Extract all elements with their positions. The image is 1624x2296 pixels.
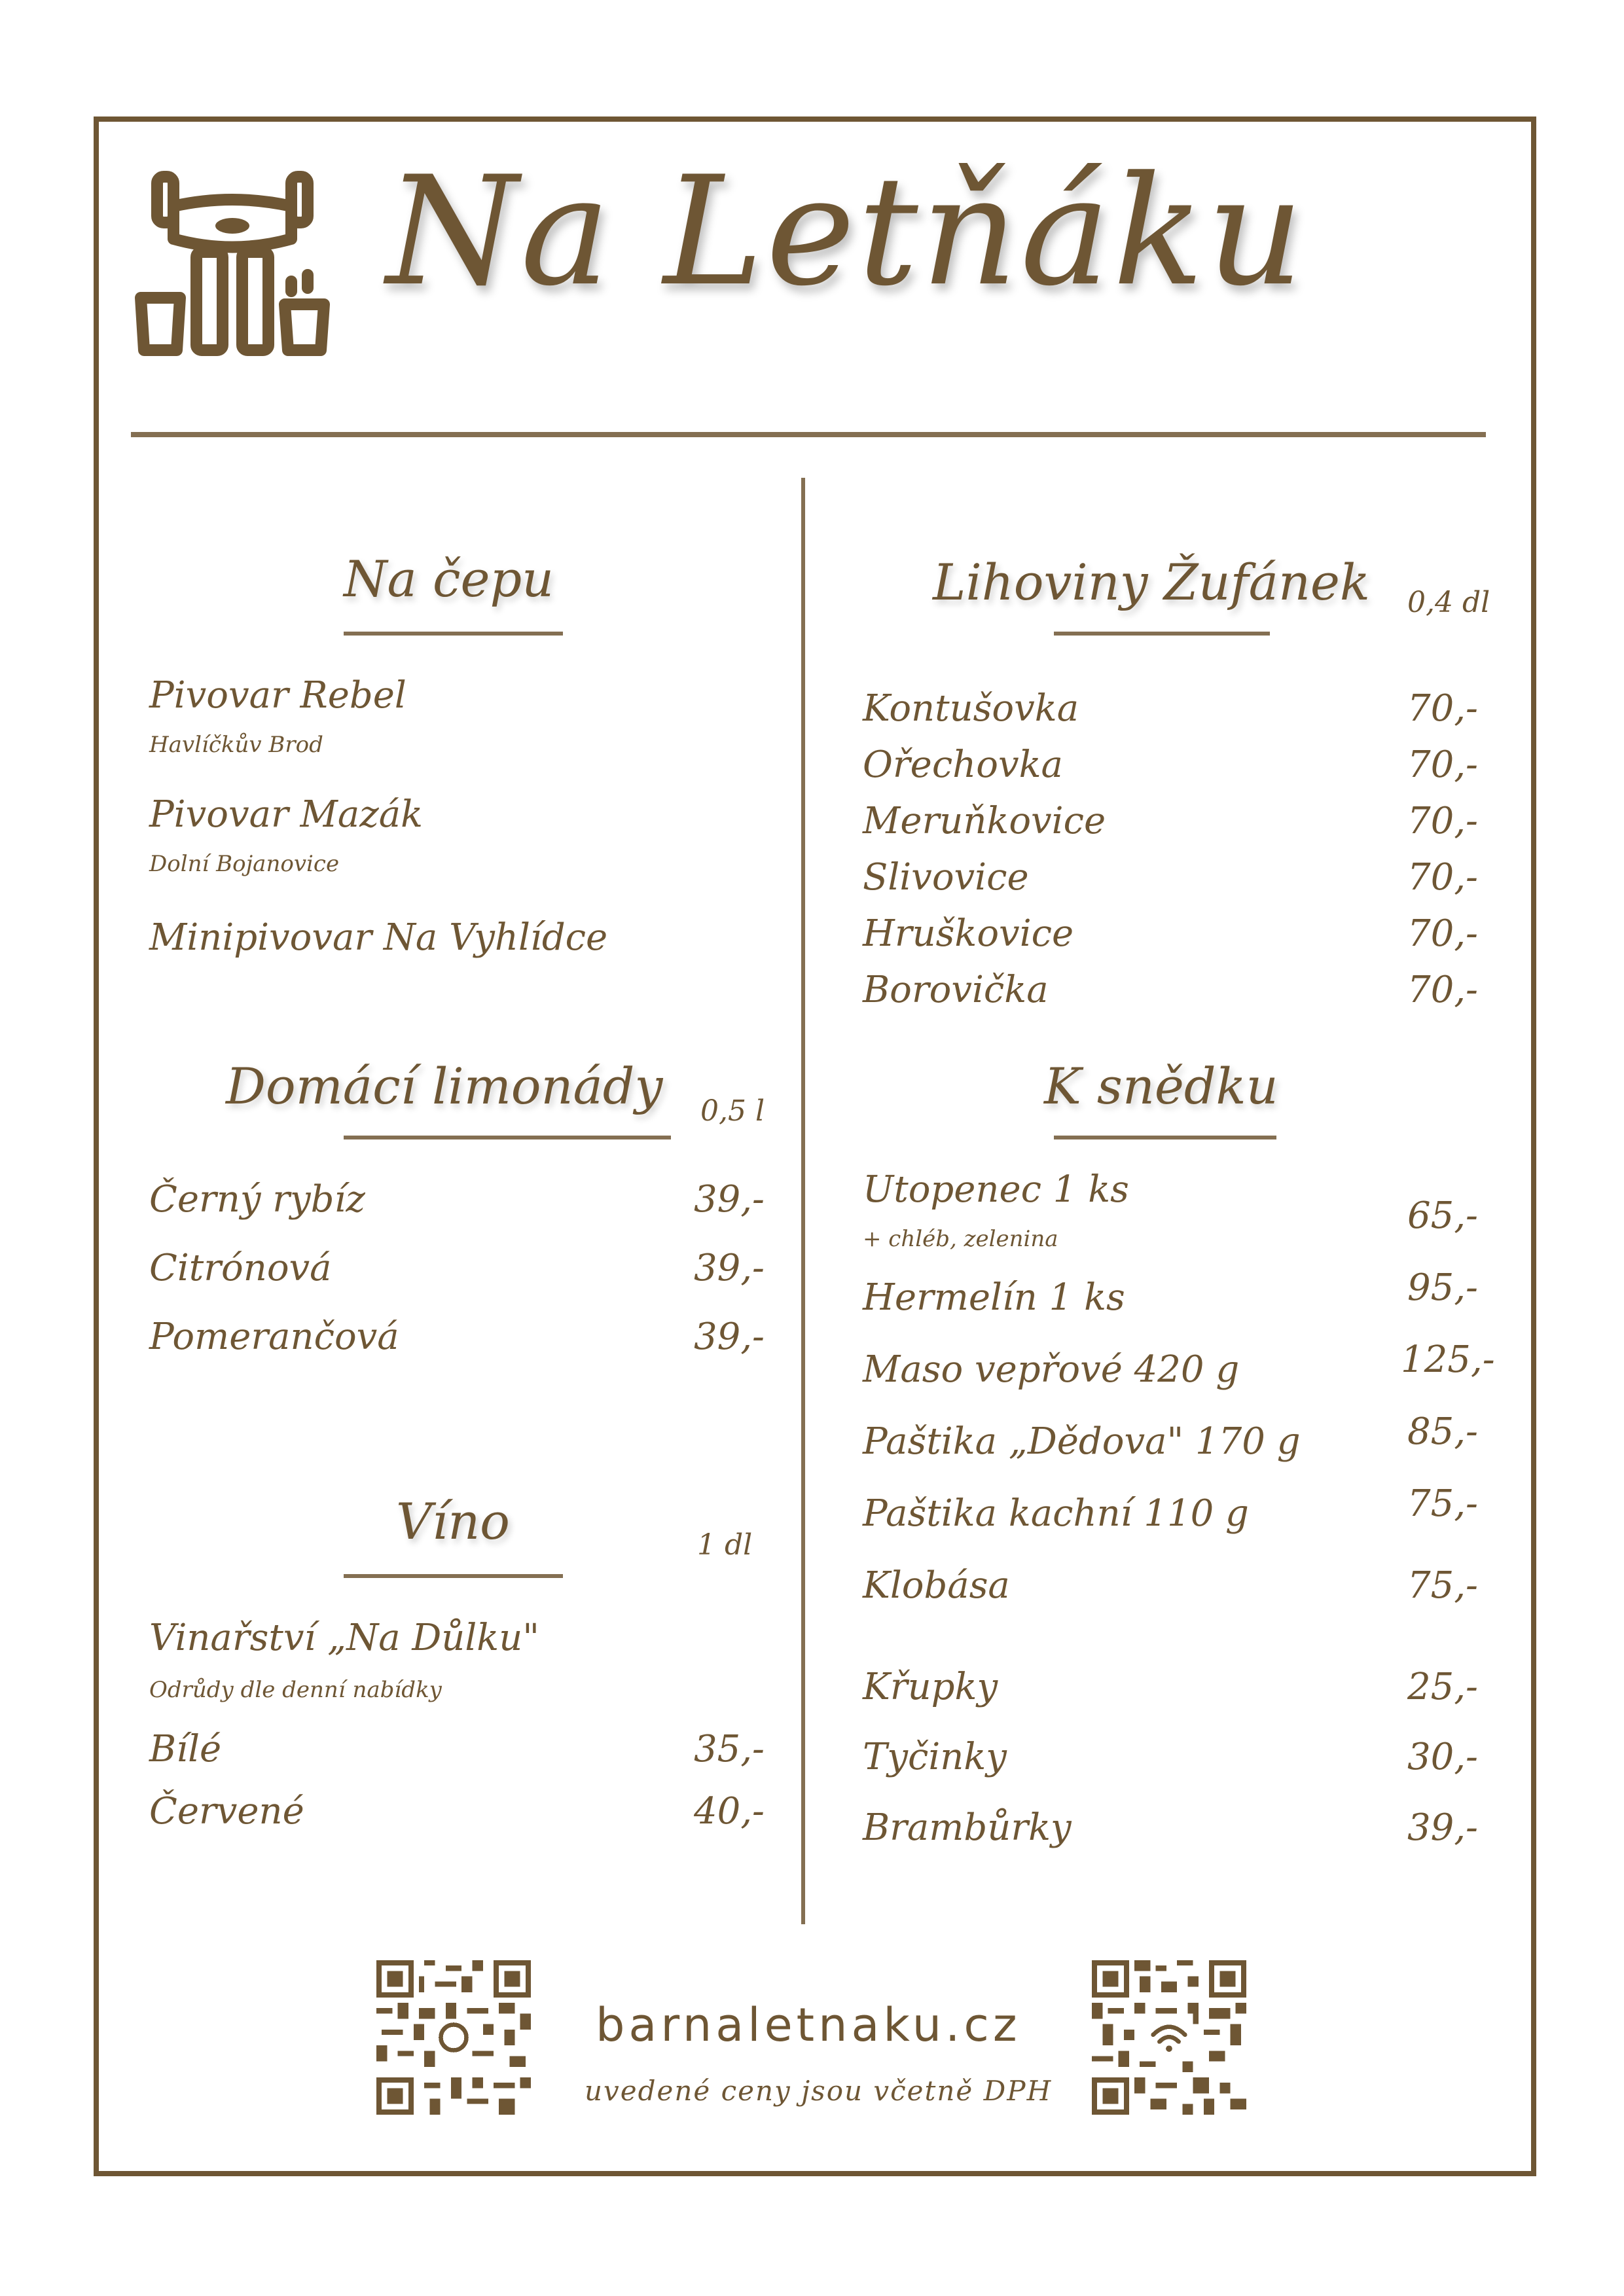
section-unit: 0,4 dl (1407, 586, 1490, 619)
heading-underline (1054, 632, 1270, 636)
menu-item-price: 39,- (1407, 1806, 1478, 1849)
menu-item-price: 70,- (1407, 800, 1478, 842)
column-divider (801, 478, 805, 1924)
website-qr-code[interactable] (376, 1960, 531, 2115)
menu-item-name: Hermelín 1 ks (863, 1276, 1125, 1319)
menu-item-name: Pivovar Mazák (149, 793, 424, 836)
wifi-qr-code[interactable] (1092, 1960, 1246, 2115)
menu-item-price: 125,- (1401, 1338, 1495, 1381)
winery-name: Vinařství „Na Důlku" (149, 1617, 540, 1659)
menu-item-price: 30,- (1407, 1736, 1478, 1778)
section-heading-spirits: Lihoviny Žufánek (933, 553, 1370, 611)
page-border (94, 117, 1536, 2176)
menu-item-price: 35,- (694, 1728, 765, 1770)
menu-item-name: Kontušovka (863, 687, 1079, 730)
page-title: Na Letňáku (386, 145, 1307, 319)
menu-item-name: Bílé (149, 1728, 222, 1770)
heading-underline (1054, 1136, 1276, 1139)
menu-item-price: 25,- (1407, 1666, 1478, 1708)
menu-item-name: Pomerančová (149, 1316, 399, 1358)
section-unit: 0,5 l (700, 1094, 765, 1128)
section-heading-tap: Na čepu (344, 550, 554, 608)
menu-item-price: 39,- (694, 1178, 765, 1221)
website-link[interactable]: barnaletnaku.cz (596, 1998, 1021, 2052)
menu-item-price: 70,- (1407, 744, 1478, 786)
menu-item-name: Utopenec 1 ks (863, 1168, 1129, 1211)
menu-item-name: Hruškovice (863, 912, 1074, 955)
menu-item-price: 70,- (1407, 969, 1478, 1011)
menu-item-price: 70,- (1407, 687, 1478, 730)
menu-item-name: Brambůrky (863, 1806, 1072, 1849)
section-heading-lemonade: Domácí limonády (226, 1057, 663, 1115)
menu-item-name: Tyčinky (863, 1736, 1007, 1778)
menu-item-name: Maso vepřové 420 g (863, 1348, 1240, 1391)
menu-item-note: Dolní Bojanovice (149, 851, 340, 877)
menu-item-name: Meruňkovice (863, 800, 1106, 842)
menu-item-name: Klobása (863, 1564, 1010, 1607)
section-heading-wine: Víno (396, 1492, 510, 1551)
menu-item-price: 39,- (694, 1247, 765, 1289)
menu-item-price: 39,- (694, 1316, 765, 1358)
menu-item-price: 70,- (1407, 912, 1478, 955)
menu-item-name: Paštika „Dědova" 170 g (863, 1420, 1301, 1463)
menu-item-name: Červené (149, 1790, 304, 1833)
menu-item-name: Borovička (863, 969, 1049, 1011)
menu-item-price: 75,- (1407, 1482, 1478, 1525)
menu-item-note: + chléb, zelenina (863, 1226, 1058, 1252)
menu-item-price: 75,- (1407, 1564, 1478, 1607)
heading-underline (344, 1574, 563, 1578)
menu-item-price: 70,- (1407, 856, 1478, 899)
menu-item-name: Černý rybíz (149, 1178, 365, 1221)
section-heading-food: K snědku (1044, 1057, 1278, 1115)
menu-item-price: 40,- (694, 1790, 765, 1833)
menu-item-name: Minipivovar Na Vyhlídce (149, 916, 608, 959)
menu-item-name: Slivovice (863, 856, 1029, 899)
title-divider (131, 432, 1486, 437)
menu-item-price: 85,- (1407, 1410, 1478, 1453)
section-unit: 1 dl (697, 1528, 753, 1562)
menu-item-name: Paštika kachní 110 g (863, 1492, 1249, 1535)
vat-note: uvedené ceny jsou včetně DPH (585, 2075, 1053, 2107)
heading-underline (344, 632, 563, 636)
beer-tap-icon (134, 167, 331, 363)
menu-item-price: 95,- (1407, 1266, 1478, 1309)
menu-item-name: Citrónová (149, 1247, 332, 1289)
menu-item-name: Ořechovka (863, 744, 1063, 786)
menu-item-name: Pivovar Rebel (149, 674, 406, 717)
heading-underline (344, 1136, 671, 1139)
menu-item-note: Havlíčkův Brod (149, 732, 323, 758)
menu-item-name: Křupky (863, 1666, 998, 1708)
menu-item-price: 65,- (1407, 1194, 1478, 1237)
winery-note: Odrůdy dle denní nabídky (149, 1677, 442, 1703)
